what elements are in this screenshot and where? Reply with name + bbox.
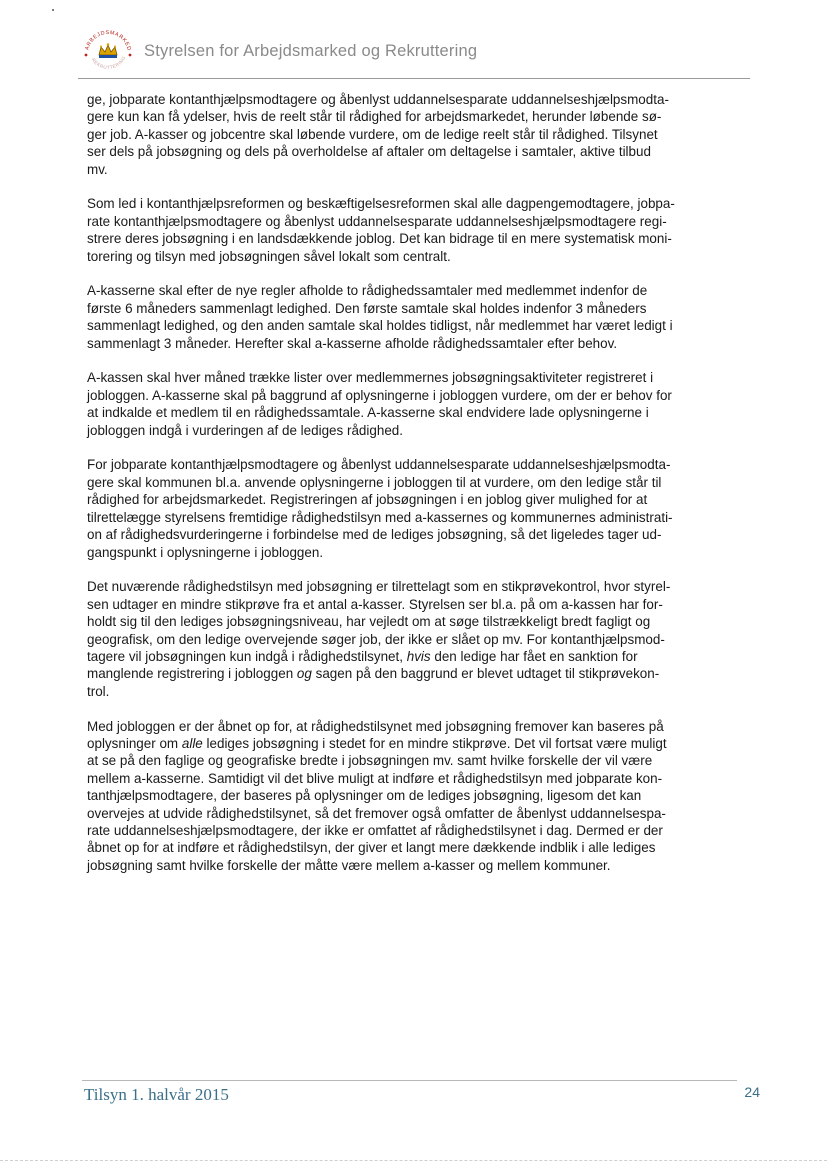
paragraph — [87, 282, 757, 352]
text-line: jobloggen indgå i vurderingen af de lediges rådighed. — [87, 422, 404, 438]
footer-divider — [82, 1080, 737, 1081]
text-fragment: den ledige har fået en sanktion for — [434, 648, 638, 664]
header-divider — [78, 78, 750, 79]
text-line: jobloggen. A-kasserne skal på baggrund af oplysningerne i jobloggen vurdere, om der er behov for — [87, 387, 672, 403]
page-header — [78, 22, 758, 78]
text-line: gangspunkt i oplysningerne i jobloggen. — [87, 544, 324, 560]
text-line: sammenlagt ledighed, og den anden samtale skal holdes tidligst, når medlemmet har været ledigt i — [87, 318, 673, 334]
svg-text:REKRUTTERING: REKRUTTERING — [90, 55, 127, 70]
body-text — [87, 91, 757, 892]
text-fragment: manglende registrering i jobloggen — [87, 666, 294, 682]
text-fragment: lediges jobsøgning i stedet for en mindre stikprøve. Det vil fortsat være muligt — [206, 735, 667, 751]
text-line: sammenlagt 3 måneder. Herefter skal a-kasserne afholde rådighedssamtaler efter behov. — [87, 335, 618, 351]
text-line: on af rådighedsvurderingerne i forbindelse med de lediges jobsøgning, så det ligeledes tager ud- — [87, 527, 662, 543]
text-line: ser dels på jobsøgning og dels på overholdelse af aftaler om deltagelse i samtaler, aktive tilbud — [87, 144, 651, 160]
text-line: sen udtager en mindre stikprøve fra et antal a-kasser. Styrelsen ser bl.a. på om a-kassen har for- — [87, 596, 663, 612]
text-line: rate kontanthjælpsmodtagere og åbenlyst uddannelsesparate uddannelseshjælpsmodtagere regi- — [87, 213, 667, 229]
paragraph — [87, 456, 757, 560]
text-line: tilrettelægge styrelsens fremtidige rådighedstilsyn med a-kassernes og kommunernes administrati- — [87, 509, 673, 525]
text-line: overvejes at udvide rådighedstilsynet, så det fremover også omfatter de åbenlyst uddannelsespa- — [87, 805, 666, 821]
paragraph — [87, 195, 757, 265]
text-line: For jobparate kontanthjælpsmodtagere og åbenlyst uddannelsesparate uddannelseshjælpsmodta- — [87, 457, 671, 473]
text-line: gere skal kommunen bl.a. anvende oplysningerne i jobloggen til at vurdere, om den ledige står til — [87, 474, 662, 490]
scan-speck — [52, 9, 54, 11]
text-line: A-kasserne skal efter de nye regler afholde to rådighedssamtaler med medlemmet indenfor de — [87, 283, 648, 299]
text-line: at se på den faglige og geografiske bredte i jobsøgningen mv. samt hvilke forskelle der vil være — [87, 753, 653, 769]
text-line: jobsøgning samt hvilke forskelle der måtte være mellem a-kasser og mellem kommuner. — [87, 857, 611, 873]
text-line: rate uddannelseshjælpsmodtagere, der ikke er omfattet af rådighedstilsynet i dag. Dermed er der — [87, 822, 663, 838]
page-footer — [82, 1072, 762, 1112]
organization-name: Styrelsen for Arbejdsmarked og Rekruttering — [144, 42, 478, 60]
crown-icon — [99, 43, 117, 58]
text-fragment: tagere vil jobsøgningen kun indgå i rådighedstilsynet, — [87, 648, 403, 664]
text-line: Det nuværende rådighedstilsyn med jobsøgning er tilrettelagt som en stikprøvekontrol, hvor styrel- — [87, 579, 671, 595]
emphasis-text: alle — [181, 735, 203, 751]
text-line: mv. — [87, 161, 108, 177]
emphasis-text: hvis — [406, 648, 431, 664]
paragraph — [87, 718, 757, 875]
text-line: torering og tilsyn med jobsøgningen såvel lokalt som centralt. — [87, 248, 451, 264]
text-line: trol. — [87, 683, 110, 699]
text-line: Som led i kontanthjælpsreformen og beskæftigelsesreformen skal alle dagpengemodtagere, jobpa- — [87, 196, 675, 212]
paragraph — [87, 578, 757, 700]
agency-seal-logo — [78, 24, 138, 80]
text-line: gere kun kan få ydelser, hvis de reelt står til rådighed for arbejdsmarkedet, herunder løbende sø- — [87, 109, 662, 125]
scan-edge — [0, 1160, 827, 1161]
text-line: rådighed for arbejdsmarkedet. Registreringen af jobsøgningen i en joblog giver mulighed for at — [87, 492, 648, 508]
text-line — [87, 665, 757, 682]
text-line: første 6 måneders sammenlagt ledighed. Den første samtale skal holdes indenfor 3 måneders — [87, 300, 647, 316]
text-line: strere deres jobsøgning i en landsdækkende joblog. Det kan bidrage til en mere systematisk moni- — [87, 231, 672, 247]
text-line: Med jobloggen er der åbnet op for, at rådighedstilsynet med jobsøgning fremover kan baseres på — [87, 718, 664, 734]
page-number: 24 — [744, 1084, 760, 1100]
text-line: ger job. A-kasser og jobcentre skal løbende vurdere, om de ledige reelt står til rådighed. Tilsynet — [87, 126, 658, 142]
text-line: åbnet op for at indføre et rådighedstilsyn, der giver et langt mere dækkende indblik i alle lediges — [87, 840, 656, 856]
text-fragment: oplysninger om — [87, 735, 179, 751]
text-line — [87, 648, 757, 665]
text-line — [87, 735, 757, 752]
text-line: mellem a-kasserne. Samtidigt vil det blive muligt at indføre et rådighedstilsyn med jobparate kon- — [87, 770, 663, 786]
report-title: Tilsyn 1. halvår 2015 — [84, 1085, 229, 1104]
text-line: at indkalde et medlem til en rådighedssamtale. A-kasserne skal endvidere lade oplysningerne i — [87, 405, 649, 421]
text-line: A-kassen skal hver måned trække lister over medlemmernes jobsøgningsaktiviteter registreret i — [87, 370, 654, 386]
paragraph — [87, 369, 757, 439]
text-line: holdt sig til den lediges jobsøgningsniveau, har vejledt om at søge tilstrækkeligt bredt fagligt og — [87, 614, 651, 630]
text-line: tanthjælpsmodtagere, der baseres på oplysninger om de lediges jobsøgning, ligesom det kan — [87, 788, 642, 804]
svg-text:ARBEJDSMARKED: ARBEJDSMARKED — [84, 29, 132, 52]
text-line: geografisk, om den ledige overvejende søger job, der ikke er slået op mv. For kontanthjælpsmod- — [87, 631, 665, 647]
text-fragment: sagen på den baggrund er blevet udtaget til stikprøvekon- — [315, 666, 660, 682]
paragraph — [87, 91, 757, 178]
text-line: ge, jobparate kontanthjælpsmodtagere og åbenlyst uddannelsesparate uddannelseshjælpsmodta- — [87, 92, 669, 107]
emphasis-text: og — [296, 666, 312, 682]
